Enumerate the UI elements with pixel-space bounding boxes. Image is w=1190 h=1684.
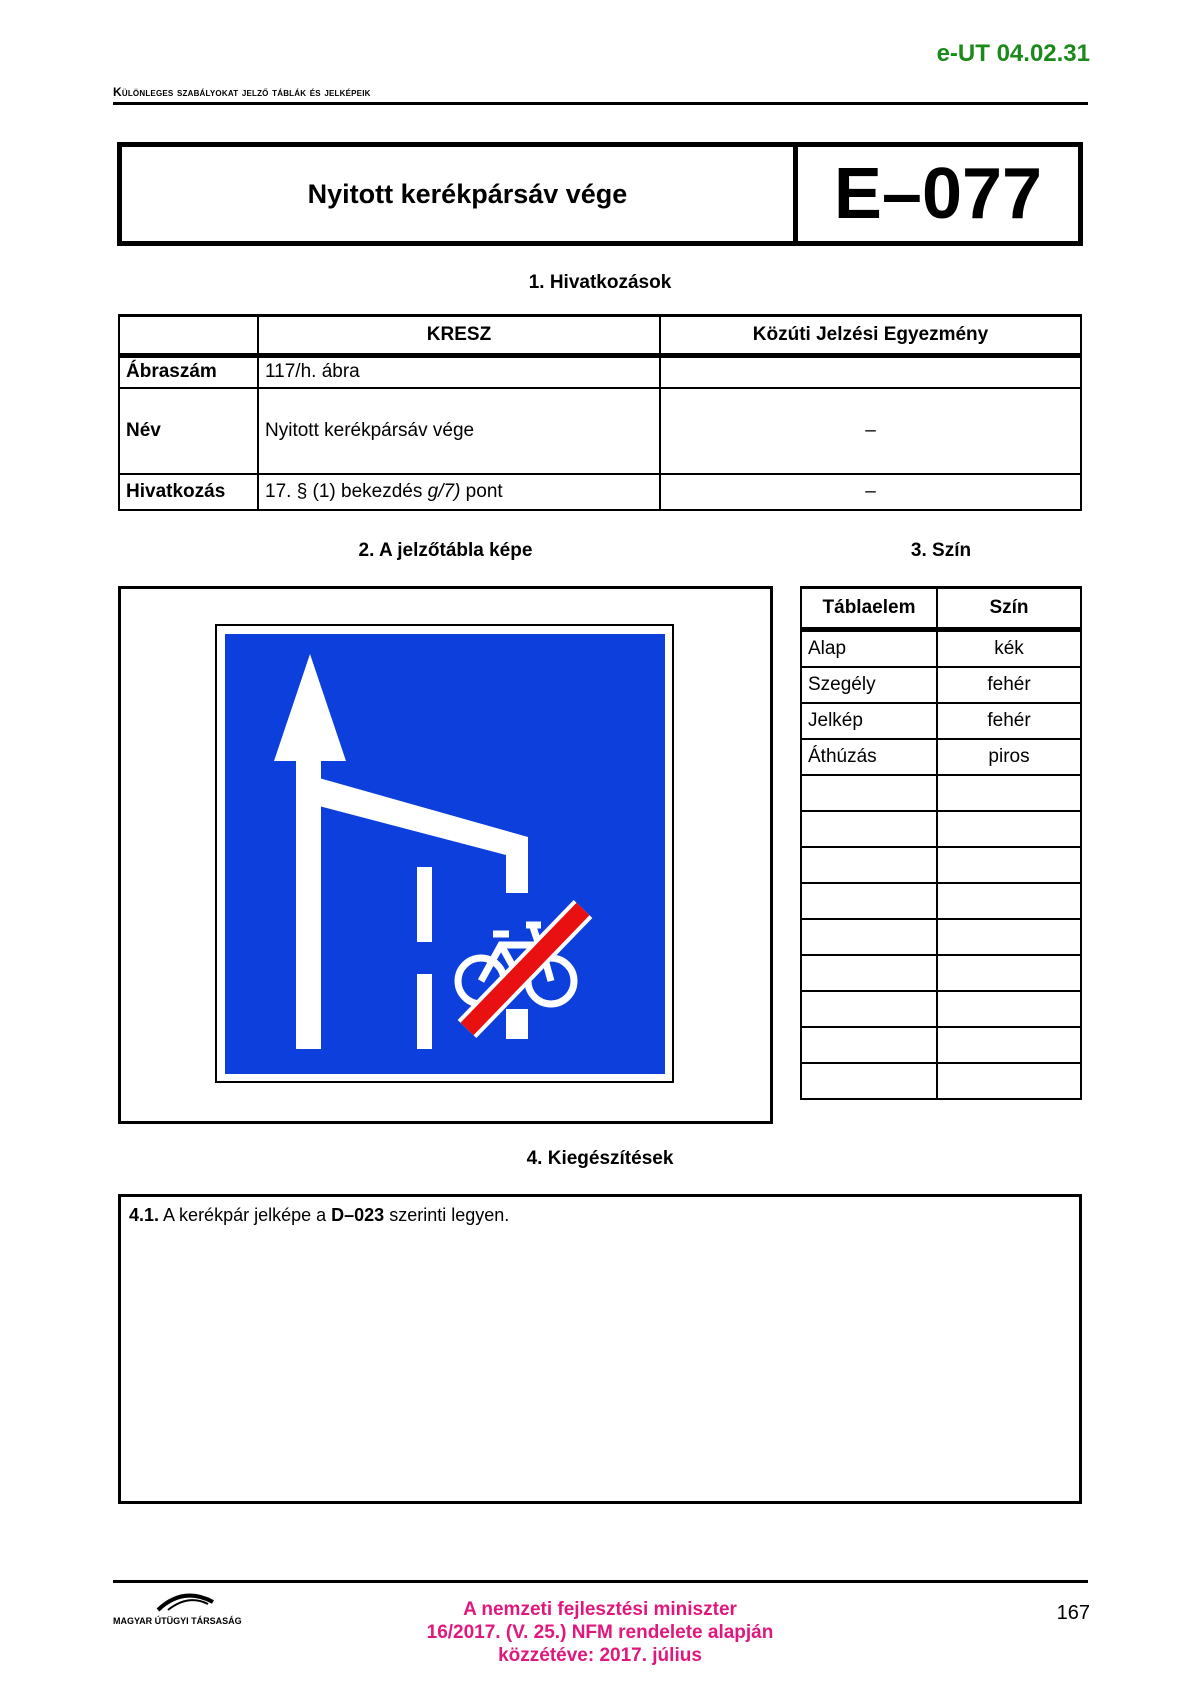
section-title-references: 1. Hivatkozások [528,272,672,293]
section-title-image: 2. A jelzőtábla képe [358,540,533,561]
element-color: piros [937,739,1081,775]
publisher-logo [113,1588,273,1628]
kresz-value: Nyitott kerékpársáv vége [258,388,660,474]
convention-value: – [660,388,1081,474]
title-box [117,142,1083,246]
kresz-prefix: 17. § (1) bekezdés [265,480,428,502]
table-row [119,388,1081,474]
table-row [801,703,1081,739]
footer-line: közzétéve: 2017. július [498,1645,702,1666]
row-label: Név [119,388,258,474]
element-name: Szegély [801,667,937,703]
supplement-ref: D–023 [331,1205,385,1225]
lane-dash [417,867,432,942]
section-header-label: Különleges szabályokat jelző táblák és jelképeik [113,85,371,99]
references-header-convention: Közúti Jelzési Egyezmény [660,316,1081,356]
section-title-supplements: 4. Kiegészítések [526,1148,674,1169]
footer-publication-note [400,1598,800,1667]
kresz-value [258,474,660,510]
logo-text: MAGYAR ÚTÜGYI TÁRSASÁG [113,1616,242,1626]
color-header-element: Táblaelem [801,588,937,630]
convention-value [660,356,1081,388]
footer-rule [113,1580,1088,1583]
table-row-empty [801,775,1081,811]
convention-value: – [660,474,1081,510]
table-row-empty [801,847,1081,883]
supplement-text-after: szerinti legyen. [384,1205,510,1225]
kresz-italic: g/7) [427,480,461,502]
element-name: Alap [801,630,937,668]
table-row-empty [801,919,1081,955]
element-color: fehér [937,667,1081,703]
document-code: e-UT 04.02.31 [936,40,1090,67]
table-row-empty [801,883,1081,919]
table-row [801,739,1081,775]
lane-dash [417,974,432,1049]
element-name: Jelkép [801,703,937,739]
sign-background [225,634,665,1074]
supplement-text-before: A kerékpár jelképe a [159,1205,332,1225]
sign-code: E–077 [793,147,1078,241]
references-header-empty [119,316,258,356]
element-color: fehér [937,703,1081,739]
row-label: Ábraszám [119,356,258,388]
kresz-value: 117/h. ábra [258,356,660,388]
page-number: 167 [1056,1602,1090,1624]
table-row-empty [801,1027,1081,1063]
lane-dash [506,1009,528,1039]
references-table [118,314,1082,511]
section-title-color: 3. Szín [910,540,972,561]
table-row-empty [801,1063,1081,1099]
sign-image [121,589,770,1121]
table-row-empty [801,991,1081,1027]
header-rule [113,102,1088,105]
kresz-suffix: pont [460,480,503,502]
supplement-text [129,1205,509,1225]
supplements-box [118,1194,1082,1504]
color-header-color: Szín [937,588,1081,630]
color-table [800,586,1082,1100]
row-label: Hivatkozás [119,474,258,510]
element-color: kék [937,630,1081,668]
table-row [119,474,1081,510]
table-row [801,667,1081,703]
footer-line: 16/2017. (V. 25.) NFM rendelete alapján [426,1622,774,1643]
sign-name: Nyitott kerékpársáv vége [307,178,628,209]
element-name: Áthúzás [801,739,937,775]
table-row-empty [801,811,1081,847]
table-row-empty [801,955,1081,991]
table-row [119,356,1081,388]
supplement-number: 4.1. [129,1205,160,1225]
footer-line: A nemzeti fejlesztési miniszter [463,1599,737,1620]
references-header-kresz: KRESZ [258,316,660,356]
sign-image-frame [118,586,773,1124]
table-row [801,630,1081,668]
